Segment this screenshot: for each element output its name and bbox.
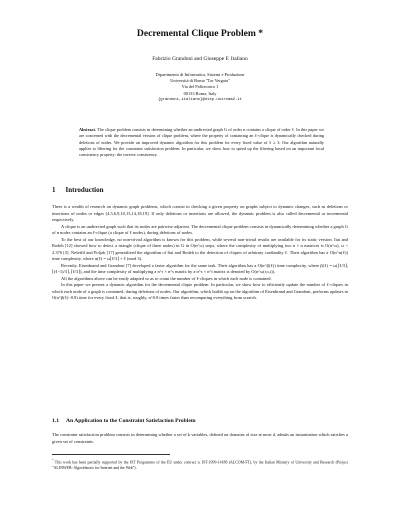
section-number: 1	[52, 186, 56, 194]
section-title: Introduction	[65, 186, 104, 194]
subsection-number: 1.1	[52, 418, 59, 424]
paragraph: The constraint satisfaction problem consists in determining whether a set of k variables, defined on domains of size at most d, admits an instantiation which satisfies a given set of constraints.	[52, 432, 348, 444]
affiliation	[0, 72, 400, 103]
footnote	[52, 458, 348, 471]
introduction-body	[52, 204, 348, 302]
affiliation-line-1: Dipartimento di Informatica, Sistemi e Produzione	[155, 72, 245, 77]
abstract-label: Abstract.	[79, 127, 97, 132]
paragraph: A clique is an undirected graph such that its nodes are pairwise adjacent. The decremental clique problem consists in dynamically determining whether a graph G of n nodes contains an ℓ-clique (a clique of ℓ nodes), during deletions of nodes.	[52, 223, 348, 235]
subsection-body	[52, 432, 348, 445]
affiliation-line-3: Via del Politecnico 1	[181, 84, 219, 90]
paper-title: Decremental Clique Problem *	[136, 28, 264, 39]
paragraph: There is a wealth of research on dynamic graph problems, which consist in checking a given property on graphs subject to dynamic changes, such as deletions or insertions of nodes or edges [4,5,6,9,10,13,14,18,19]. If only deletions or insertions are allowed, the dynamic problem is also called decremental or incremental respectively.	[52, 204, 348, 222]
paragraph: All the algorithms above can be easily adapted so as to count the number of ℓ-cliques in which each node is contained.	[61, 275, 272, 281]
affiliation-line-4: 00133 Roma, Italy	[183, 90, 217, 96]
footnote-mark: *	[52, 458, 54, 462]
footnote-rule	[52, 454, 170, 455]
paragraph: To the best of our knowledge, no non-trivial algorithm is known for this problem, while several non-trivial results are available for its static version. Itai and Rodeh [12] showed how to detect a triangle (clique of three nodes) in G in O(n^ω) steps, where the complexity of multiplying two n × n matrices is O(n^ω), ω < 2.376 [3]. Nešetřil and Poljak [17] generalized the algorithm of Itai and Rodeh to the detection of cliques of arbitrary cardinality ℓ. Their algorithm has a O(n^α(ℓ)) time complexity, where α(ℓ) = ω⌊ℓ/3⌋ + ℓ (mod 3).	[52, 236, 348, 261]
subsection-title: An Application to the Constraint Satisfaction Problem	[66, 418, 196, 424]
abstract-text: The clique problem consists in determining whether an undirected graph G of order n contains a clique of order ℓ. In this paper we are concerned with the decremental version of clique problem, where the property of containing an ℓ-clique is dynamically checked during deletions of nodes. We provide an improved dynamic algorithm for this problem for every fixed value of ℓ ≥ 3. Our algorithm naturally applies to filtering for the constraint satisfaction problem. In particular, we show how to speed up the filtering based on an important local consistency property: the inverse consistency.	[79, 127, 324, 158]
paper-authors: Fabrizio Grandoni and Giuseppe F. Italiano	[152, 56, 248, 62]
footnote-text: This work has been partially supported by the IST Programme of the EU under contract n. IST-1999-14186 (ALCOM-FT), by the Italian Ministry of University and Research (Project "ALINWEB: Algorithmics for Internet and the Web").	[52, 460, 348, 470]
abstract	[79, 127, 324, 158]
affiliation-email: {grandoni,italiano}@disp.uniroma2.it	[157, 97, 243, 102]
section-heading-introduction	[52, 186, 104, 194]
affiliation-line-2: Università di Roma "Tor Vergata"	[170, 78, 230, 84]
subsection-heading	[52, 418, 196, 424]
paragraph: Recently, Eisenbrand and Grandoni [7] developed a faster algorithm for the same task. Their algorithm has a O(n^β(ℓ)) time complexity, where β(ℓ) = ω(⌊ℓ/3⌋, ⌈(ℓ−1)/3⌉, ⌈ℓ/3⌉), and the time complexity of multiplying a n^r × n^s matrix by a n^s × n^t matrix is denoted by O(n^ω(r,s,t)).	[52, 262, 348, 274]
paragraph: In this paper we present a dynamic algorithm for the decremental clique problem. In particular, we show how to efficiently update the number of ℓ-cliques in which each node of a graph is contained, during deletions of nodes. Our algorithm, which builds up on the algorithm of Eisenbrand and Grandoni, performs updates in O(n^β(ℓ)−0.8) time for every fixed ℓ, that is, roughly, n^0.8 times faster than recomputing everything from scratch.	[52, 282, 348, 300]
